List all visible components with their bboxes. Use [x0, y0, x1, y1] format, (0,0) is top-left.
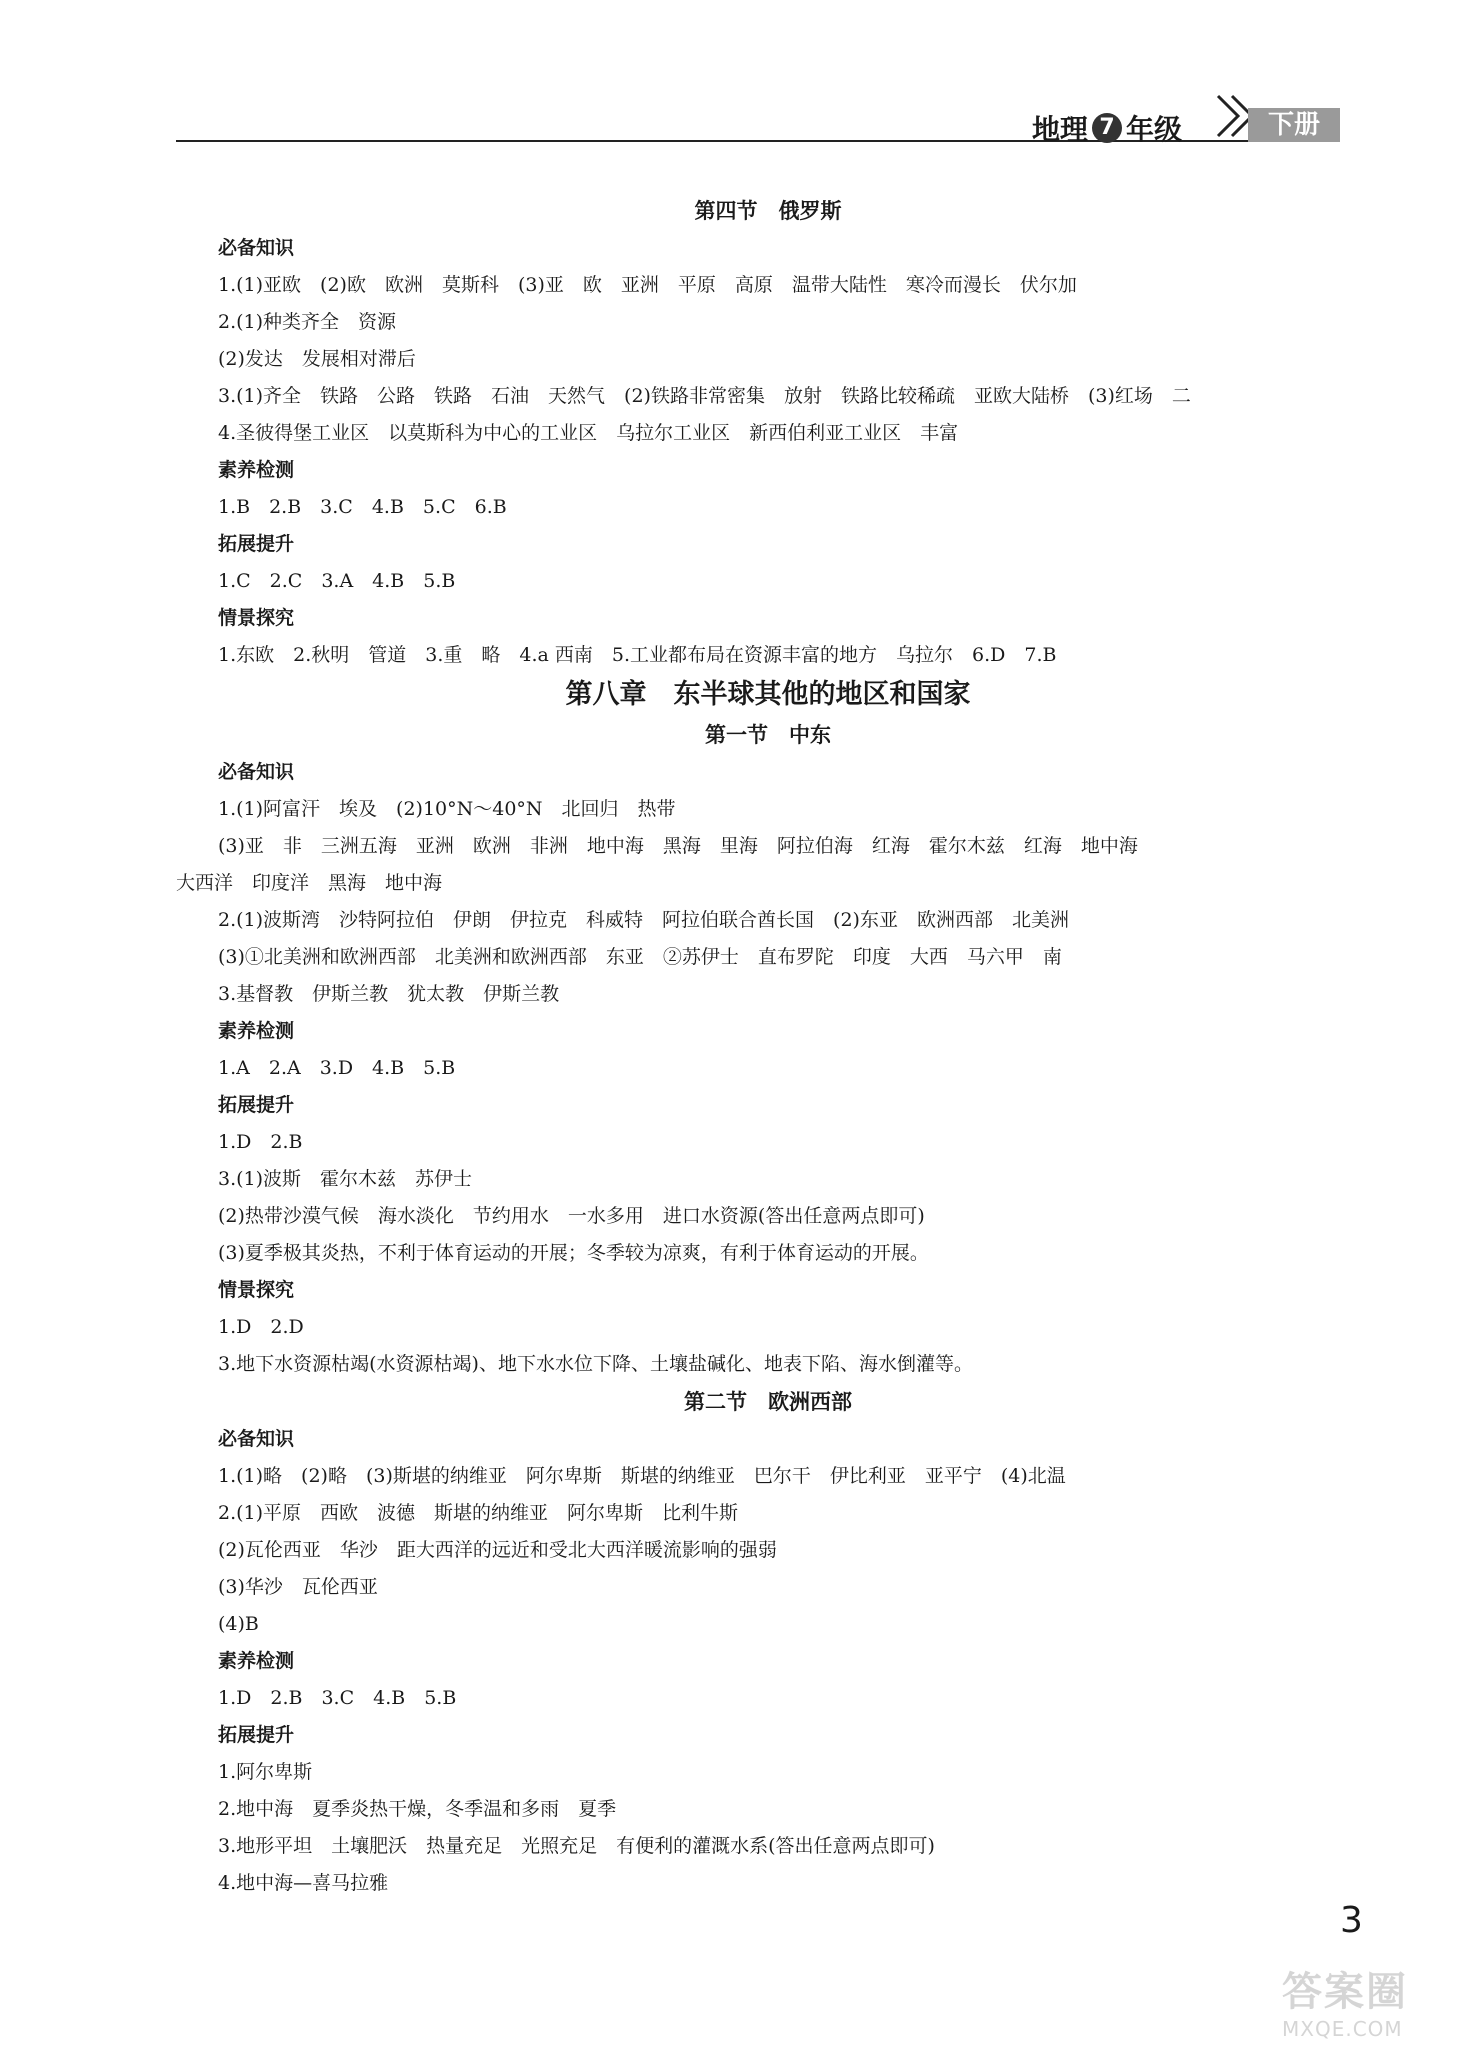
section-title-middle-east: 第一节 中东 — [705, 723, 831, 747]
category-heading: 必备知识 — [218, 761, 295, 783]
answer-line: 1.C 2.C 3.A 4.B 5.B — [218, 570, 456, 592]
answer-line: 4.圣彼得堡工业区 以莫斯科为中心的工业区 乌拉尔工业区 新西伯利亚工业区 丰富 — [218, 422, 959, 444]
answer-content — [176, 192, 1318, 1902]
answer-line: (2)热带沙漠气候 海水淡化 节约用水 一水多用 进口水资源(答出任意两点即可) — [218, 1205, 925, 1227]
category-heading: 必备知识 — [218, 237, 295, 259]
answer-line: 4.地中海—喜马拉雅 — [218, 1872, 389, 1894]
answer-line: 1.(1)亚欧 (2)欧 欧洲 莫斯科 (3)亚 欧 亚洲 平原 高原 温带大陆性 寒冷而漫长 伏尔加 — [218, 274, 1077, 296]
answer-line: (3)夏季极其炎热，不利于体育运动的开展；冬季较为凉爽，有利于体育运动的开展。 — [218, 1242, 929, 1264]
answer-line: 1.D 2.D — [218, 1316, 304, 1338]
category-heading: 情景探究 — [218, 1279, 295, 1301]
answer-line: 1.阿尔卑斯 — [218, 1761, 313, 1783]
header-subject-grade — [1032, 108, 1182, 148]
grade-number-badge: 7 — [1092, 113, 1122, 143]
watermark-text-top: 答案圈 — [1282, 1969, 1408, 2015]
category-heading: 素养检测 — [218, 1650, 295, 1672]
answer-line: (2)瓦伦西亚 华沙 距大西洋的远近和受北大西洋暖流影响的强弱 — [218, 1539, 777, 1561]
page-number: 3 — [1340, 1900, 1363, 1941]
answer-line: 2.地中海 夏季炎热干燥，冬季温和多雨 夏季 — [218, 1798, 617, 1820]
category-heading: 素养检测 — [218, 459, 295, 481]
watermark-text-bottom: MXQE.COM — [1282, 2017, 1403, 2041]
answer-line: 1.A 2.A 3.D 4.B 5.B — [218, 1057, 456, 1079]
section-title-russia: 第四节 俄罗斯 — [694, 199, 842, 223]
answer-line: 1.B 2.B 3.C 4.B 5.C 6.B — [218, 496, 507, 518]
answer-line: (4)B — [218, 1613, 259, 1635]
answer-line: 2.(1)种类齐全 资源 — [218, 311, 397, 333]
answer-line: 1.东欧 2.秋明 管道 3.重 略 4.a 西南 5.工业都布局在资源丰富的地方 乌拉尔 6.D 7.B — [218, 644, 1057, 666]
answer-line: 1.(1)阿富汗 埃及 (2)10°N～40°N 北回归 热带 — [218, 798, 676, 820]
answer-line: 3.(1)齐全 铁路 公路 铁路 石油 天然气 (2)铁路非常密集 放射 铁路比较稀疏 亚欧大陆桥 (3)红场 二 — [218, 385, 1191, 407]
answer-line: 3.(1)波斯 霍尔木兹 苏伊士 — [218, 1168, 473, 1190]
answer-line: 3.地下水资源枯竭(水资源枯竭)、地下水水位下降、土壤盐碱化、地表下陷、海水倒灌等。 — [218, 1353, 973, 1375]
answer-line: 2.(1)平原 西欧 波德 斯堪的纳维亚 阿尔卑斯 比利牛斯 — [218, 1502, 739, 1524]
category-heading: 情景探究 — [218, 607, 295, 629]
answer-line: 3.基督教 伊斯兰教 犹太教 伊斯兰教 — [218, 983, 560, 1005]
answer-line: (3)①北美洲和欧洲西部 北美洲和欧洲西部 东亚 ②苏伊士 直布罗陀 印度 大西 马六甲 南 — [218, 946, 1062, 968]
answer-line: 1.(1)略 (2)略 (3)斯堪的纳维亚 阿尔卑斯 斯堪的纳维亚 巴尔干 伊比利亚 亚平宁 (4)北温 — [218, 1465, 1066, 1487]
volume-tab: 下册 — [1248, 108, 1340, 142]
subject-label: 地理 — [1032, 113, 1089, 146]
answer-line: 2.(1)波斯湾 沙特阿拉伯 伊朗 伊拉克 科威特 阿拉伯联合酋长国 (2)东亚 欧洲西部 北美洲 — [218, 909, 1069, 931]
category-heading: 必备知识 — [218, 1428, 295, 1450]
grade-label: 年级 — [1126, 113, 1183, 146]
category-heading: 拓展提升 — [218, 1724, 295, 1746]
category-heading: 拓展提升 — [218, 533, 295, 555]
section-title-western-europe: 第二节 欧洲西部 — [684, 1390, 852, 1414]
answer-line: (3)华沙 瓦伦西亚 — [218, 1576, 378, 1598]
answer-line: 1.D 2.B 3.C 4.B 5.B — [218, 1687, 457, 1709]
answer-line: 大西洋 印度洋 黑海 地中海 — [176, 872, 443, 894]
answer-line: (2)发达 发展相对滞后 — [218, 348, 416, 370]
category-heading: 素养检测 — [218, 1020, 295, 1042]
answer-line: 1.D 2.B — [218, 1131, 303, 1153]
chapter-title: 第八章 东半球其他的地区和国家 — [565, 679, 971, 710]
answer-line: 3.地形平坦 土壤肥沃 热量充足 光照充足 有便利的灌溉水系(答出任意两点即可) — [218, 1835, 935, 1857]
answer-line: (3)亚 非 三洲五海 亚洲 欧洲 非洲 地中海 黑海 里海 阿拉伯海 红海 霍尔木兹 红海 地中海 — [218, 835, 1138, 857]
category-heading: 拓展提升 — [218, 1094, 295, 1116]
site-watermark-logo — [1282, 1960, 1452, 2040]
